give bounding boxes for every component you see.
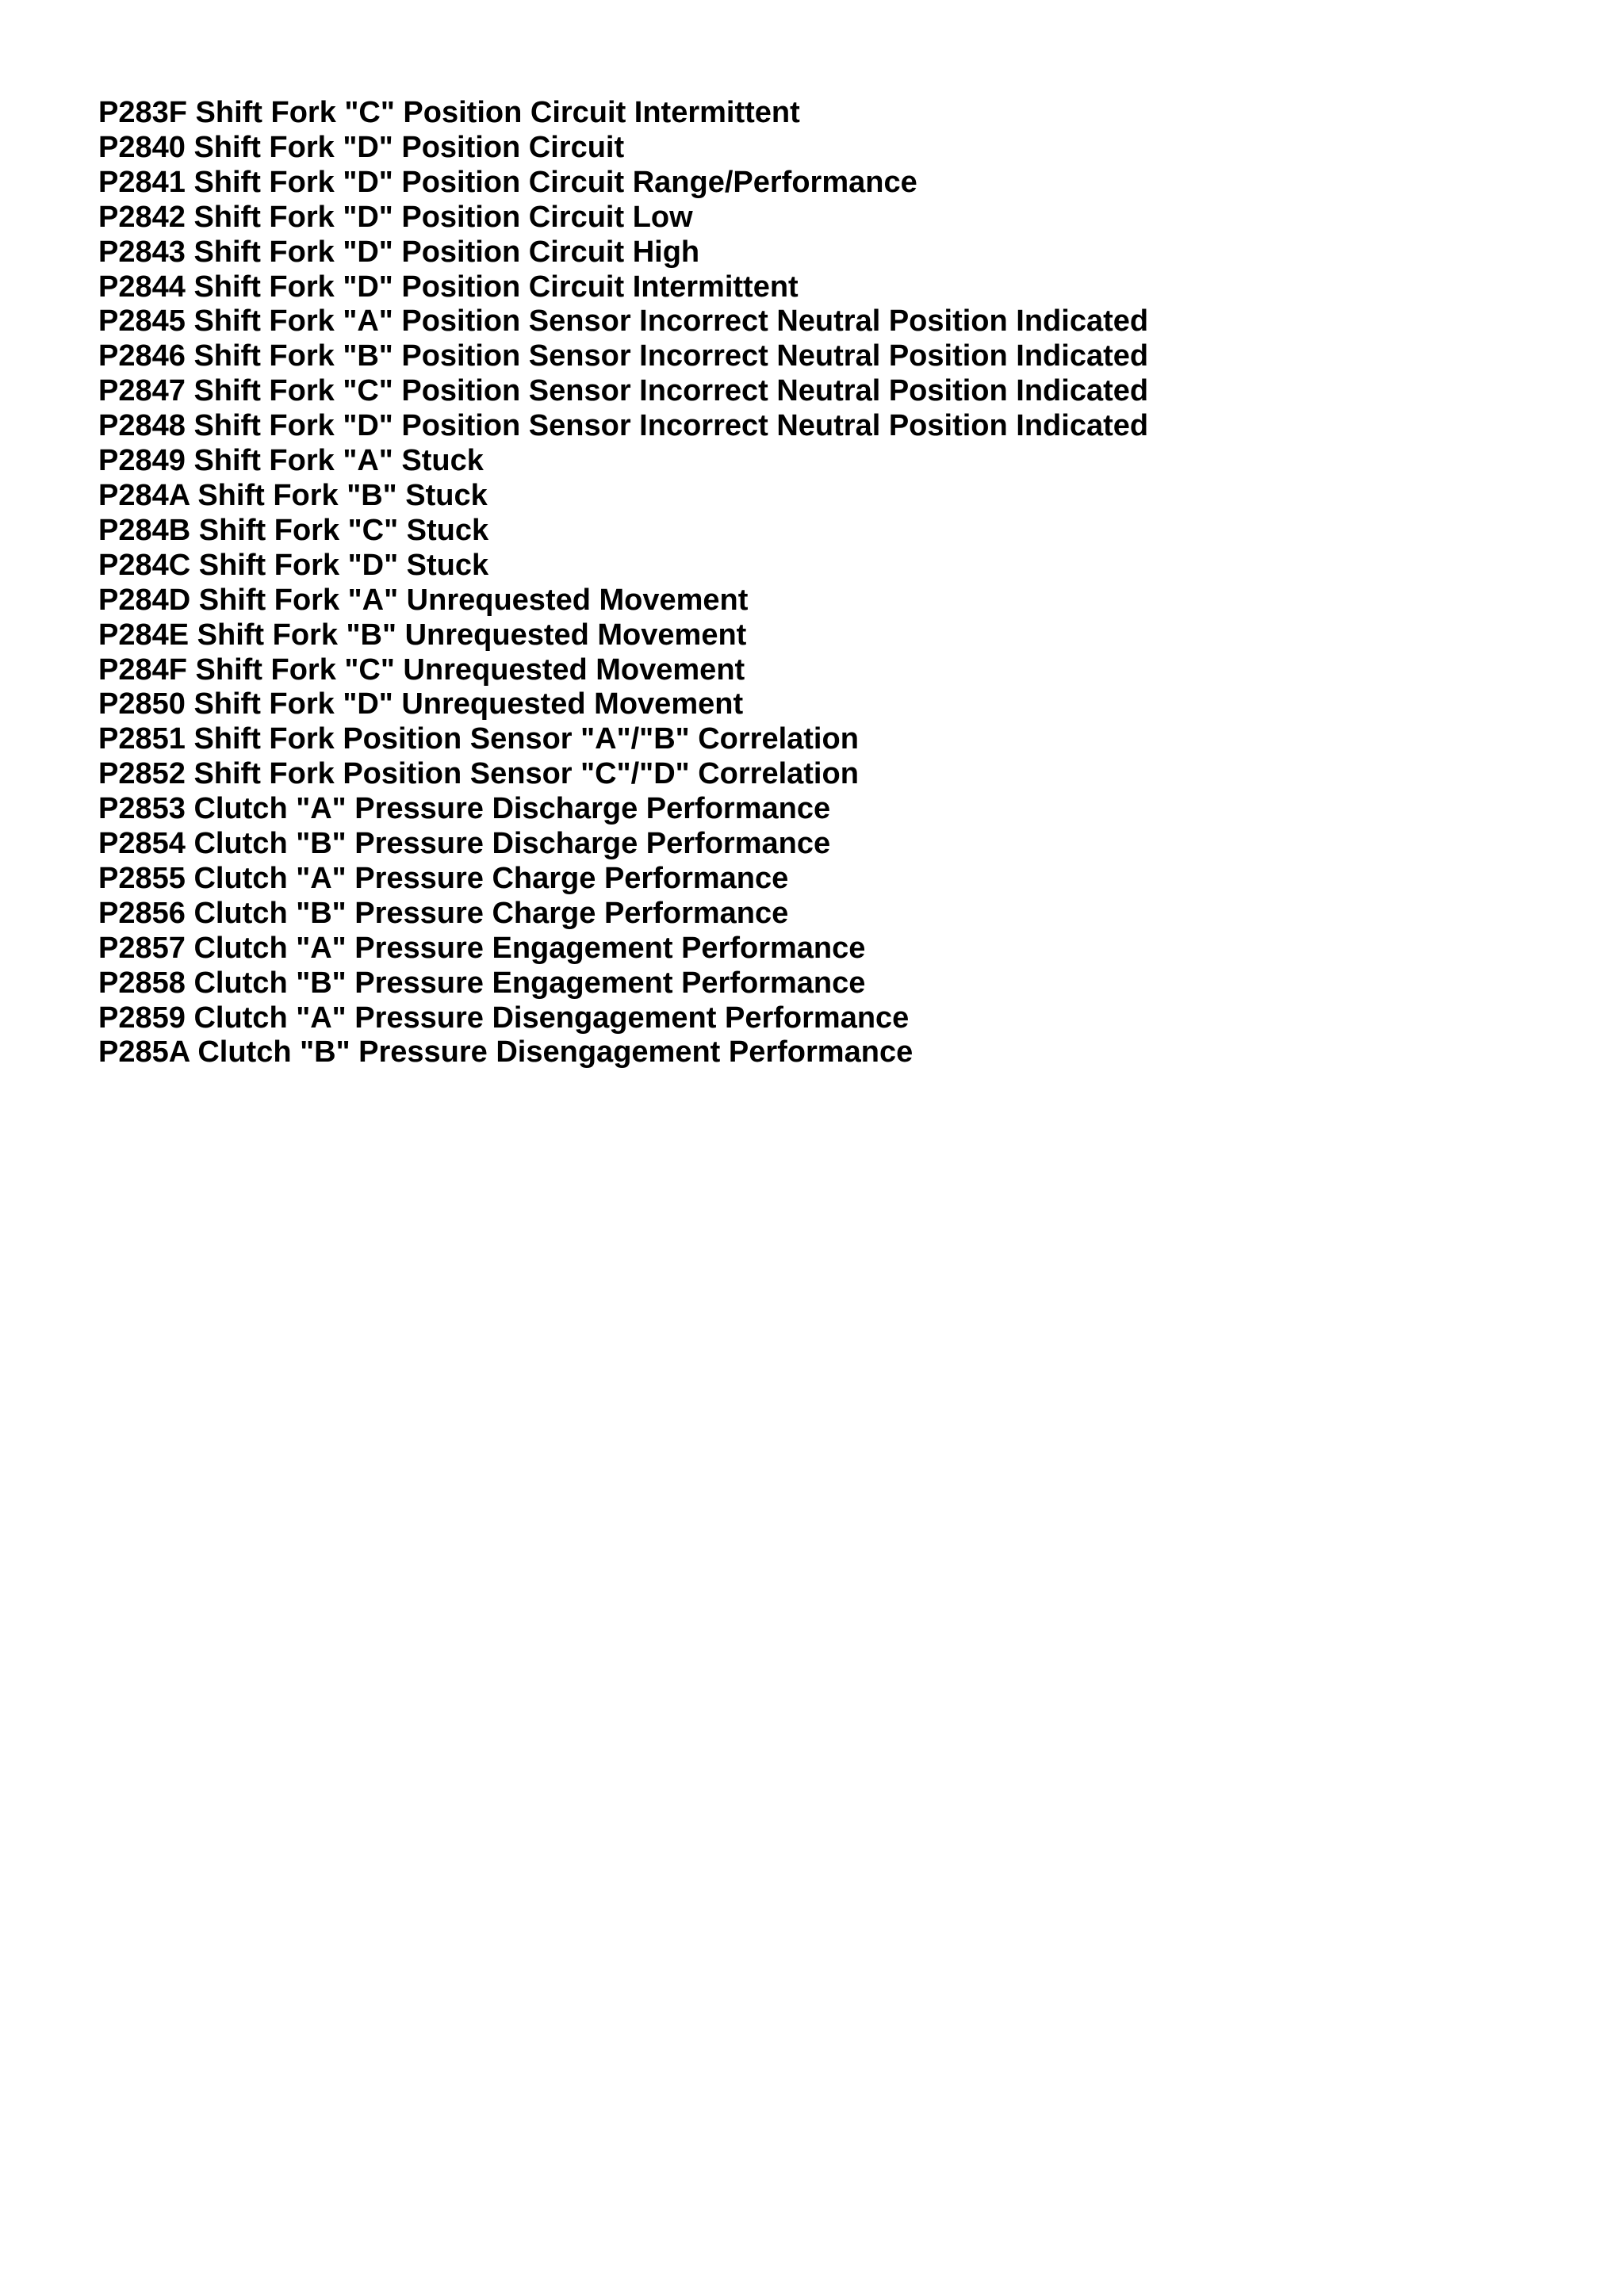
trouble-code-line: P2856 Clutch "B" Pressure Charge Performance xyxy=(98,896,789,930)
trouble-code-line: P284D Shift Fork "A" Unrequested Movement xyxy=(98,583,749,617)
trouble-code-line: P2841 Shift Fork "D" Position Circuit Range/Performance xyxy=(98,165,917,199)
trouble-code-line: P2850 Shift Fork "D" Unrequested Movement xyxy=(98,687,744,721)
trouble-code-line: P2857 Clutch "A" Pressure Engagement Performance xyxy=(98,931,866,965)
trouble-code-line: P2848 Shift Fork "D" Position Sensor Incorrect Neutral Position Indicated xyxy=(98,409,1149,443)
trouble-code-line: P284A Shift Fork "B" Stuck xyxy=(98,478,488,512)
trouble-code-line: P2853 Clutch "A" Pressure Discharge Performance xyxy=(98,792,831,826)
trouble-code-line: P284B Shift Fork "C" Stuck xyxy=(98,513,489,547)
trouble-code-line: P2843 Shift Fork "D" Position Circuit High xyxy=(98,235,700,269)
trouble-code-line: P284F Shift Fork "C" Unrequested Movement xyxy=(98,652,745,687)
trouble-code-list xyxy=(98,96,1148,1070)
trouble-code-line: P283F Shift Fork "C" Position Circuit Intermittent xyxy=(98,96,800,129)
trouble-code-line: P2846 Shift Fork "B" Position Sensor Incorrect Neutral Position Indicated xyxy=(98,339,1149,373)
trouble-code-line: P2855 Clutch "A" Pressure Charge Performance xyxy=(98,861,789,895)
trouble-code-line: P2851 Shift Fork Position Sensor "A"/"B" Correlation xyxy=(98,722,859,756)
trouble-code-line: P284C Shift Fork "D" Stuck xyxy=(98,548,489,582)
trouble-code-line: P2842 Shift Fork "D" Position Circuit Low xyxy=(98,200,693,234)
trouble-code-line: P284E Shift Fork "B" Unrequested Movement xyxy=(98,618,747,652)
trouble-code-line: P2858 Clutch "B" Pressure Engagement Performance xyxy=(98,966,866,1000)
trouble-code-line: P2844 Shift Fork "D" Position Circuit Intermittent xyxy=(98,270,799,304)
trouble-code-line: P2852 Shift Fork Position Sensor "C"/"D" Correlation xyxy=(98,757,859,791)
trouble-code-line: P2845 Shift Fork "A" Position Sensor Incorrect Neutral Position Indicated xyxy=(98,304,1149,339)
trouble-code-line: P2849 Shift Fork "A" Stuck xyxy=(98,444,484,478)
trouble-code-line: P285A Clutch "B" Pressure Disengagement Performance xyxy=(98,1035,914,1070)
trouble-code-line: P2847 Shift Fork "C" Position Sensor Incorrect Neutral Position Indicated xyxy=(98,374,1149,408)
trouble-code-line: P2854 Clutch "B" Pressure Discharge Performance xyxy=(98,827,831,861)
trouble-code-line: P2859 Clutch "A" Pressure Disengagement Performance xyxy=(98,1001,910,1035)
trouble-code-line: P2840 Shift Fork "D" Position Circuit xyxy=(98,130,625,164)
